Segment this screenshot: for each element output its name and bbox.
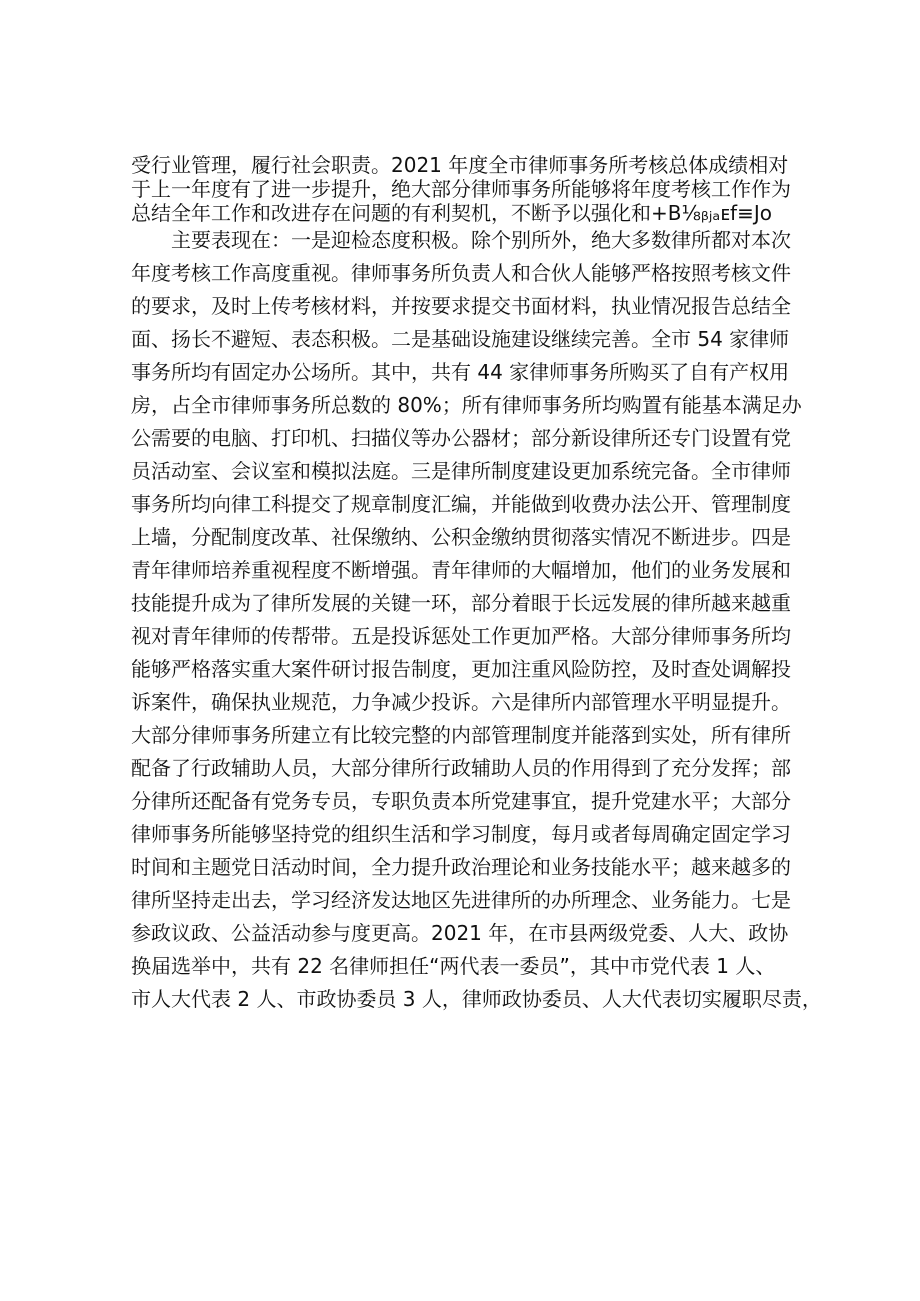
text-line: 大部分律师事务所建立有比较完整的内部管理制度并能落到实处，所有律所 bbox=[131, 723, 791, 747]
text-line: 面、扬长不避短、表态积极。二是基础设施建设继续完善。全市 54 家律师 bbox=[131, 327, 790, 351]
text-line: 参政议政、公益活动参与度更高。2021 年，在市县两级党委、人大、政协 bbox=[131, 921, 789, 945]
text-line: 时间和主题党日活动时间，全力提升政治理论和业务技能水平；越来越多的 bbox=[131, 855, 791, 879]
text-line: 房，占全市律师事务所总数的 80%；所有律师事务所均购置有能基本满足办 bbox=[131, 393, 802, 417]
text-line: 年度考核工作高度重视。律师事务所负责人和合伙人能够严格按照考核文件 bbox=[131, 261, 791, 285]
text-line: 律所坚持走出去，学习经济发达地区先进律所的办所理念、业务能力。七是 bbox=[131, 888, 791, 912]
text-line: 主要表现在：一是迎检态度积极。除个别所外，绝大多数律所都对本次 bbox=[131, 228, 791, 252]
text-line: 于上一年度有了进一步提升，绝大部分律师事务所能够将年度考核工作作为 bbox=[131, 177, 791, 201]
text-line: 青年律师培养重视程度不断增强。青年律师的大幅增加，他们的业务发展和 bbox=[131, 558, 791, 582]
text-line: 技能提升成为了律所发展的关键一环，部分着眼于长远发展的律所越来越重 bbox=[131, 591, 791, 615]
text-line: 诉案件，确保执业规范，力争减少投诉。六是律所内部管理水平明显提升。 bbox=[131, 690, 791, 714]
text-line: 公需要的电脑、打印机、扫描仪等办公器材；部分新设律所还专门设置有党 bbox=[131, 426, 791, 450]
text-line: 事务所均向律工科提交了规章制度汇编，并能做到收费办法公开、管理制度 bbox=[131, 492, 791, 516]
text-line: 能够严格落实重大案件研讨报告制度，更加注重风险防控，及时查处调解投 bbox=[131, 657, 791, 681]
text-line: 的要求，及时上传考核材料，并按要求提交书面材料，执业情况报告总结全 bbox=[131, 294, 791, 318]
text-line: 总结全年工作和改进存在问题的有利契机，不断予以强化和+B⅛ᵦⱼₐᴇf≡Jo bbox=[131, 201, 772, 225]
text-line: 市人大代表 2 人、市政协委员 3 人，律师政协委员、人大代表切实履职尽责， bbox=[131, 987, 822, 1011]
paragraph-continuation bbox=[131, 153, 801, 225]
text-line: 分律所还配备有党务专员，专职负责本所党建事宜，提升党建水平；大部分 bbox=[131, 789, 791, 813]
text-line: 员活动室、会议室和模拟法庭。三是律所制度建设更加系统完备。全市律师 bbox=[131, 459, 791, 483]
text-line: 律师事务所能够坚持党的组织生活和学习制度，每月或者每周确定固定学习 bbox=[131, 822, 791, 846]
text-line: 事务所均有固定办公场所。其中，共有 44 家律师事务所购买了自有产权用 bbox=[131, 360, 790, 384]
text-line: 视对青年律师的传帮带。五是投诉惩处工作更加严格。大部分律师事务所均 bbox=[131, 624, 791, 648]
text-line: 换届选举中，共有 22 名律师担任“两代表一委员”，其中市党代表 1 人、 bbox=[131, 954, 776, 978]
text-line: 配备了行政辅助人员，大部分律所行政辅助人员的作用得到了充分发挥；部 bbox=[131, 756, 791, 780]
text-line: 受行业管理，履行社会职责。2021 年度全市律师事务所考核总体成绩相对 bbox=[131, 153, 789, 177]
paragraph-main-performance bbox=[131, 224, 822, 1016]
text-line: 上墙，分配制度改革、社保缴纳、公积金缴纳贯彻落实情况不断进步。四是 bbox=[131, 525, 791, 549]
